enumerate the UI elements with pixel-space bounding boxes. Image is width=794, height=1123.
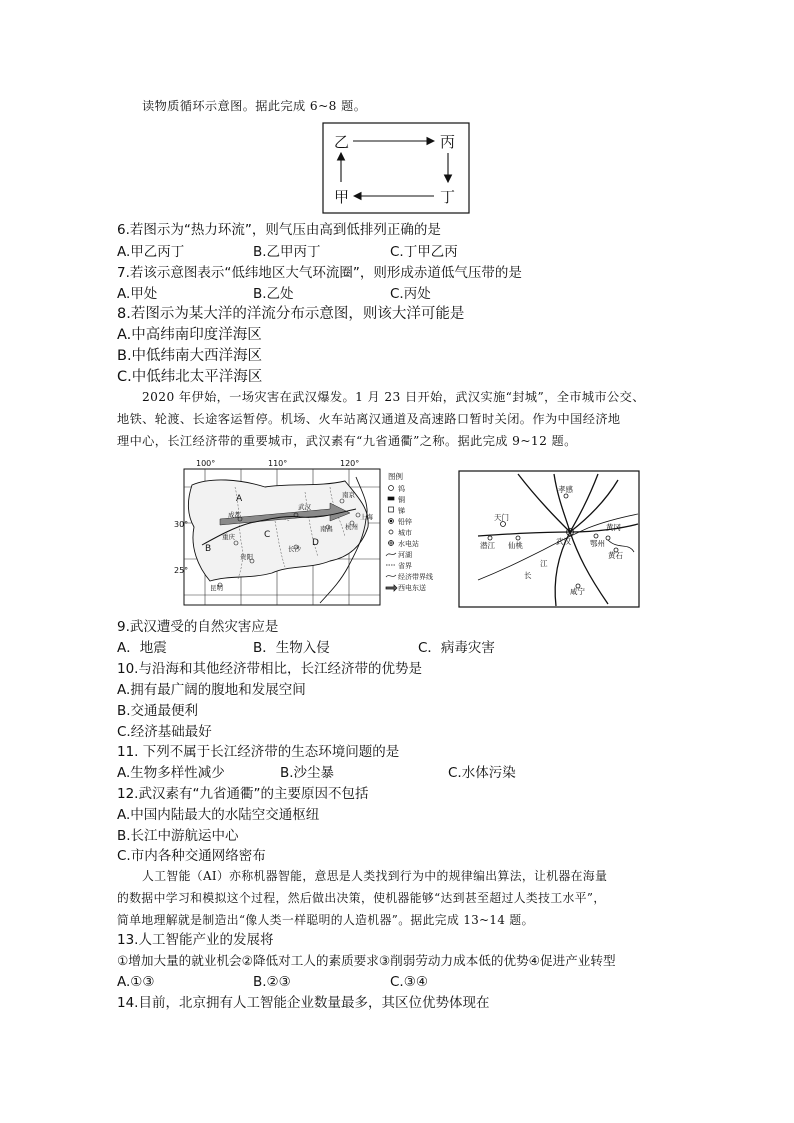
q8-option-b[interactable]: B.中低纬南大西洋海区: [117, 348, 263, 364]
q12-stem: 12.武汉素有“九省通衢”的主要原因不包括: [117, 786, 369, 802]
q12-option-b[interactable]: B.长江中游航运中心: [117, 828, 239, 844]
legend-copper: 铜: [398, 496, 405, 504]
q6-stem: 6.若图示为“热力环流”，则气压由高到低排列正确的是: [117, 222, 441, 238]
q8-option-c[interactable]: C.中低纬北太平洋海区: [117, 369, 263, 385]
inset-city-huangshi: 黄石: [608, 551, 623, 560]
intro-9-12-line1: 2020 年伊始，一场灾害在武汉爆发。1 月 23 日开始，武汉实施“封城”，全市城市公交、: [142, 390, 645, 404]
intro-13-14-line1: 人工智能（AI）亦称机器智能，意思是人类找到行为中的规律编出算法，让机器在海量: [142, 869, 608, 883]
intro-9-12-line2: 地铁、轮渡、长途客运暂停。机场、火车站离汉通道及高速路口暂时关闭。作为中国经济地: [117, 412, 621, 426]
legend-tungsten: 钨: [398, 485, 405, 493]
legend-antimony: 锑: [398, 507, 405, 515]
cycle-node-bl: 甲: [334, 188, 350, 206]
inset-city-wuhan: 武汉: [556, 537, 571, 546]
legend-title: 图例: [388, 472, 403, 481]
intro-13-14-line2: 的数据中学习和模拟这个过程，然后做出决策，使机器能够“达到甚至超过人类技工水平”，: [117, 891, 606, 905]
map-city-kunming: 昆明: [210, 584, 223, 592]
q11-option-a[interactable]: A.生物多样性减少: [117, 765, 225, 781]
inset-city-ezhou: 鄂州: [590, 539, 605, 548]
inset-river-chang: 长: [524, 571, 532, 580]
inset-city-xiantao: 仙桃: [508, 541, 523, 550]
cycle-node-br: 丁: [440, 188, 456, 206]
map-city-chongqing: 重庆: [222, 533, 235, 541]
map-city-hangzhou: 杭州: [345, 523, 358, 531]
map-city-changsha: 长沙: [288, 545, 301, 553]
q12-option-a[interactable]: A.中国内陆最大的水陆空交通枢纽: [117, 807, 320, 823]
q10-option-b[interactable]: B.交通最便利: [117, 703, 199, 719]
legend-province-border: 省界: [398, 562, 412, 570]
legend-rivers: 河湖: [398, 551, 412, 559]
lat-label-30: 30°: [174, 520, 189, 529]
map-city-wuhan: 武汉: [298, 503, 311, 511]
q13-option-a[interactable]: A.①③: [117, 974, 155, 990]
q6-option-c[interactable]: C.丁甲乙丙: [390, 244, 458, 260]
q13-stem: 13.人工智能产业的发展将: [117, 932, 274, 948]
map-city-nanchang: 南昌: [320, 525, 333, 533]
intro-13-14-line3: 简单地理解就是制造出“像人类一样聪明的人造机器”。据此完成 13~14 题。: [117, 913, 534, 927]
q13-option-b[interactable]: B.②③: [253, 974, 291, 990]
map-city-guiyang: 贵阳: [240, 553, 253, 561]
inset-city-xianning: 咸宁: [570, 587, 585, 596]
q7-option-c[interactable]: C.丙处: [390, 286, 431, 302]
map-city-nanjing: 南京: [342, 491, 355, 499]
q14-stem: 14.目前，北京拥有人工智能企业数量最多，其区位优势体现在: [117, 995, 490, 1011]
cycle-node-tr: 丙: [440, 133, 456, 151]
q10-option-a[interactable]: A.拥有最广阔的腹地和发展空间: [117, 682, 306, 698]
lon-label-100: 100°: [196, 459, 216, 468]
legend-hydropower: 水电站: [398, 540, 419, 548]
q9-option-a[interactable]: A．地震: [117, 640, 167, 656]
legend-west-east-power: 西电东送: [398, 584, 426, 592]
lon-label-110: 110°: [268, 459, 288, 468]
map-letter-c: C: [264, 530, 271, 540]
inset-river-jiang: 江: [540, 559, 548, 568]
map-letter-a: A: [236, 494, 243, 504]
q6-option-b[interactable]: B.乙甲丙丁: [253, 244, 321, 260]
inset-city-xiaogan: 孝感: [558, 485, 573, 494]
q8-option-a[interactable]: A.中高纬南印度洋海区: [117, 327, 262, 343]
lat-label-25: 25°: [174, 566, 189, 575]
map-city-chengdu: 成都: [228, 511, 241, 519]
q11-option-c[interactable]: C.水体污染: [448, 765, 516, 781]
q11-option-b[interactable]: B.沙尘暴: [280, 765, 335, 781]
q10-option-c[interactable]: C.经济基础最好: [117, 724, 212, 740]
q7-option-a[interactable]: A.甲处: [117, 286, 158, 302]
intro-6-8: 读物质循环示意图。据此完成 6~8 题。: [142, 99, 367, 113]
q7-stem: 7.若该示意图表示“低纬地区大气环流圈”，则形成赤道低气压带的是: [117, 265, 522, 281]
inset-city-tianmen: 天门: [494, 513, 509, 522]
q6-option-a[interactable]: A.甲乙丙丁: [117, 244, 185, 260]
material-cycle-diagram: [322, 122, 470, 214]
q7-option-b[interactable]: B.乙处: [253, 286, 294, 302]
inset-city-qianjiang: 潜江: [480, 541, 495, 550]
map-letter-d: D: [312, 538, 319, 548]
q9-stem: 9.武汉遭受的自然灾害应是: [117, 619, 279, 635]
q12-option-c[interactable]: C.市内各种交通网络密布: [117, 848, 266, 864]
inset-city-huanggang: 黄冈: [606, 523, 621, 532]
q11-stem: 11. 下列不属于长江经济带的生态环境问题的是: [117, 744, 400, 760]
legend-belt-boundary: 经济带界线: [398, 573, 433, 581]
intro-9-12-line3: 理中心，长江经济带的重要城市，武汉素有“九省通衢”之称。据此完成 9~12 题。: [117, 434, 577, 448]
map-city-shanghai: 上海: [360, 513, 373, 521]
q13-option-c[interactable]: C.③④: [390, 974, 428, 990]
cycle-node-tl: 乙: [334, 133, 350, 151]
yangtze-belt-map: [174, 457, 445, 610]
lon-label-120: 120°: [340, 459, 360, 468]
q10-stem: 10.与沿海和其他经济带相比，长江经济带的优势是: [117, 661, 422, 677]
wuhan-inset-map: [458, 470, 640, 608]
q9-option-c[interactable]: C．病毒灾害: [418, 640, 495, 656]
q9-option-b[interactable]: B．生物入侵: [253, 640, 330, 656]
legend-city: 城市: [398, 529, 412, 537]
map-letter-b: B: [205, 544, 212, 554]
q13-items: ①增加大量的就业机会②降低对工人的素质要求③削弱劳动力成本低的优势④促进产业转型: [117, 953, 616, 968]
q8-stem: 8.若图示为某大洋的洋流分布示意图，则该大洋可能是: [117, 306, 465, 322]
legend-lead-zinc: 铅锌: [398, 518, 412, 526]
